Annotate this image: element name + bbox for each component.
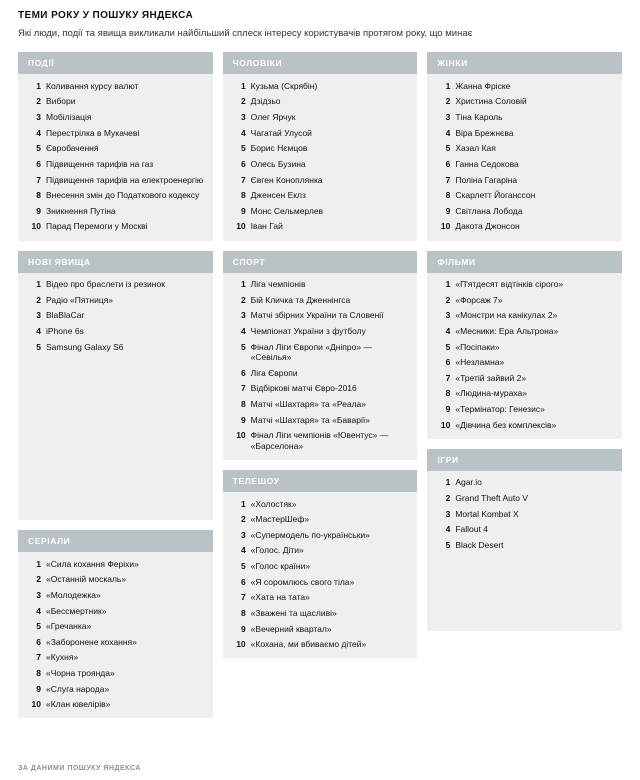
list-item	[231, 188, 410, 204]
item-label: Вибори	[46, 96, 76, 107]
list-item	[435, 370, 614, 386]
list-item	[231, 412, 410, 428]
item-label: Samsung Galaxy S6	[46, 341, 124, 352]
item-rank: 4	[240, 127, 246, 138]
list-item	[435, 78, 614, 94]
list-item	[26, 78, 205, 94]
item-rank: 3	[445, 310, 451, 321]
item-rank: 3	[240, 310, 246, 321]
list-item	[231, 574, 410, 590]
item-label: Борис Нємцов	[250, 143, 308, 154]
list-item	[26, 619, 205, 635]
item-label: «Бессмертник»	[46, 605, 107, 616]
card-body-events	[18, 74, 213, 240]
list-item	[435, 417, 614, 433]
list-item	[26, 323, 205, 339]
list-item	[26, 339, 205, 355]
card-tvshows	[223, 470, 418, 658]
item-rank: 1	[445, 279, 451, 290]
item-rank: 4	[36, 605, 41, 616]
item-label: Парад Перемоги у Москві	[46, 221, 148, 232]
list-item	[231, 527, 410, 543]
item-label: «Дівчина без комплексів»	[455, 419, 557, 430]
item-label: «Слуга народа»	[46, 683, 110, 694]
list-item	[26, 681, 205, 697]
item-label: «Людина-мураха»	[455, 388, 527, 399]
item-rank: 9	[240, 623, 246, 634]
list-item	[231, 605, 410, 621]
list-item	[231, 339, 410, 365]
card-body-series	[18, 552, 213, 718]
item-rank: 3	[240, 112, 246, 123]
item-label: «Незламна»	[455, 357, 505, 368]
item-rank: 10	[31, 221, 41, 232]
list-item	[435, 522, 614, 538]
list-item	[231, 543, 410, 559]
list-item	[435, 292, 614, 308]
card-title-films: ФІЛЬМИ	[437, 256, 476, 267]
item-label: Фінал Ліги Європи «Дніпро» — «Севілья»	[250, 341, 372, 363]
item-rank: 2	[445, 294, 451, 305]
item-rank: 5	[240, 341, 246, 352]
item-label: Фінал Ліги чемпіонів «Ювентус» — «Барселона»	[250, 430, 389, 451]
item-label: «Хата на тата»	[250, 592, 310, 603]
item-label: «Форсаж 7»	[455, 294, 503, 305]
item-label: Тіна Кароль	[455, 112, 503, 123]
item-label: Black Desert	[455, 539, 504, 550]
item-rank: 3	[240, 529, 246, 540]
item-rank: 1	[240, 80, 246, 91]
list-item	[231, 277, 410, 293]
item-label: «Супермодель по-українськи»	[250, 529, 370, 540]
item-rank: 1	[240, 498, 246, 509]
item-rank: 8	[240, 399, 246, 410]
list-item	[231, 637, 410, 653]
item-rank: 5	[240, 561, 246, 572]
item-label: «Гречанка»	[46, 621, 92, 632]
list-item	[231, 428, 410, 454]
item-label: Fallout 4	[455, 524, 488, 535]
cards-grid	[18, 52, 622, 728]
item-rank: 6	[36, 636, 41, 647]
list-item	[26, 650, 205, 666]
item-rank: 9	[36, 683, 41, 694]
item-label: Матчі «Шахтаря» та «Баварії»	[250, 414, 370, 425]
card-header-tvshows	[223, 470, 418, 492]
item-rank: 9	[445, 205, 451, 216]
card-title-women: ЖІНКИ	[437, 58, 468, 69]
item-rank: 1	[36, 558, 41, 569]
item-label: Дженсен Еклз	[250, 190, 306, 201]
item-label: «Кухня»	[46, 652, 79, 663]
item-label: Поліна Гагаріна	[455, 174, 518, 185]
item-label: Підвищення тарифів на газ	[46, 158, 154, 169]
item-rank: 4	[36, 325, 41, 336]
item-rank: 7	[36, 652, 41, 663]
item-label: «Я соромлюсь свого тіла»	[250, 576, 355, 587]
item-rank: 10	[236, 430, 246, 441]
list-item	[26, 125, 205, 141]
item-rank: 8	[240, 607, 246, 618]
item-rank: 6	[240, 158, 246, 169]
card-title-games: ІГРИ	[437, 454, 459, 465]
item-label: «Кохана, ми вбиваємо дітей»	[250, 639, 367, 650]
item-rank: 6	[445, 357, 451, 368]
card-header-games	[427, 449, 622, 471]
list-item	[435, 355, 614, 371]
empty-filler	[435, 553, 614, 626]
card-header-new-phenomena	[18, 251, 213, 273]
item-rank: 10	[236, 639, 246, 650]
card-body-new-phenomena	[18, 273, 213, 521]
list-item	[231, 397, 410, 413]
item-label: Радіо «Пятниця»	[46, 294, 114, 305]
item-label: Матчі «Шахтаря» та «Реала»	[250, 399, 366, 410]
card-title-events: ПОДІЇ	[28, 58, 55, 69]
item-label: «МастерШеф»	[250, 514, 310, 525]
list-item	[231, 308, 410, 324]
item-label: Чагатай Улусой	[250, 127, 312, 138]
list-item	[26, 292, 205, 308]
card-men	[223, 52, 418, 240]
item-rank: 4	[445, 524, 451, 535]
item-rank: 2	[445, 492, 451, 503]
item-rank: 1	[36, 279, 41, 290]
item-label: Скарлетт Йоганссон	[455, 190, 536, 201]
item-rank: 8	[445, 388, 451, 399]
item-rank: 7	[240, 383, 246, 394]
card-body-films	[427, 273, 622, 439]
list-item	[26, 94, 205, 110]
card-header-sport	[223, 251, 418, 273]
card-body-women	[427, 74, 622, 240]
item-label: «Сила кохання Феріхи»	[46, 558, 139, 569]
item-label: BlaBlaCar	[46, 310, 85, 321]
item-rank: 1	[36, 80, 41, 91]
item-label: Мобілізація	[46, 112, 92, 123]
list-item	[435, 402, 614, 418]
list-item	[26, 110, 205, 126]
card-new-phenomena	[18, 251, 213, 521]
list-item	[231, 156, 410, 172]
item-label: Христина Соловій	[455, 96, 527, 107]
list-item	[231, 172, 410, 188]
card-header-series	[18, 530, 213, 552]
item-rank: 2	[36, 96, 41, 107]
list-item	[26, 219, 205, 235]
list-item	[435, 141, 614, 157]
card-events	[18, 52, 213, 240]
list-item	[231, 323, 410, 339]
list-item	[26, 556, 205, 572]
item-rank: 4	[445, 325, 451, 336]
item-rank: 1	[445, 80, 451, 91]
list-item	[231, 78, 410, 94]
list-item	[26, 308, 205, 324]
item-rank: 3	[445, 112, 451, 123]
item-rank: 10	[440, 419, 451, 430]
item-rank: 9	[240, 414, 246, 425]
item-rank: 8	[36, 668, 41, 679]
list-item	[231, 125, 410, 141]
item-label: «Холостяк»	[250, 498, 297, 509]
item-label: Grand Theft Auto V	[455, 492, 528, 503]
card-women	[427, 52, 622, 240]
item-label: Відбіркові матчі Євро-2016	[250, 383, 357, 394]
card-body-sport	[223, 273, 418, 461]
list-item	[26, 697, 205, 713]
list-item	[435, 308, 614, 324]
item-rank: 5	[445, 143, 451, 154]
card-series	[18, 530, 213, 718]
item-rank: 6	[445, 158, 451, 169]
item-rank: 3	[36, 310, 41, 321]
item-rank: 2	[240, 294, 246, 305]
list-item	[231, 94, 410, 110]
item-label: Світлана Лобода	[455, 205, 523, 216]
list-item	[435, 219, 614, 235]
item-label: «Клан ювелірів»	[46, 699, 111, 710]
item-rank: 2	[240, 514, 246, 525]
item-label: Хазал Кая	[455, 143, 496, 154]
item-rank: 7	[240, 174, 246, 185]
item-rank: 4	[445, 127, 451, 138]
card-header-men	[223, 52, 418, 74]
list-item	[26, 634, 205, 650]
list-item	[231, 496, 410, 512]
item-rank: 7	[240, 592, 246, 603]
card-title-new-phenomena: НОВІ ЯВИЩА	[28, 256, 91, 267]
item-label: Зникнення Путіна	[46, 205, 116, 216]
item-rank: 6	[240, 576, 246, 587]
item-rank: 4	[240, 545, 246, 556]
item-rank: 8	[445, 190, 451, 201]
item-label: «Останній москаль»	[46, 574, 127, 585]
list-item	[26, 156, 205, 172]
item-rank: 1	[445, 477, 451, 488]
item-label: Відео про браслети із резинок	[46, 279, 165, 290]
item-label: Ганна Седокова	[455, 158, 519, 169]
card-films	[427, 251, 622, 439]
list-item	[26, 141, 205, 157]
list-item	[435, 386, 614, 402]
item-label: iPhone 6s	[46, 325, 84, 336]
list-item	[231, 110, 410, 126]
list-item	[26, 587, 205, 603]
item-label: «Месники: Ера Альтрона»	[455, 325, 559, 336]
item-label: «П'ятдесят відтінків сірого»	[455, 279, 564, 290]
list-item	[26, 203, 205, 219]
list-item	[231, 292, 410, 308]
column-3	[427, 52, 622, 728]
item-rank: 5	[36, 621, 41, 632]
item-label: Євробачення	[46, 143, 99, 154]
list-item	[435, 537, 614, 553]
item-label: Віра Брежнєва	[455, 127, 514, 138]
item-label: Ліга чемпіонів	[250, 279, 306, 290]
item-rank: 8	[240, 190, 246, 201]
list-item	[435, 490, 614, 506]
item-rank: 10	[440, 221, 451, 232]
item-rank: 4	[240, 325, 246, 336]
item-label: Олег Ярчук	[250, 112, 296, 123]
item-rank: 2	[36, 294, 41, 305]
item-rank: 3	[36, 112, 41, 123]
list-item	[435, 277, 614, 293]
item-label: Бій Кличка та Дженнінгса	[250, 294, 351, 305]
item-label: Жанна Фріске	[455, 80, 511, 91]
list-item	[26, 666, 205, 682]
card-games	[427, 449, 622, 632]
item-label: Іван Гай	[250, 221, 283, 232]
item-label: Євген Коноплянка	[250, 174, 323, 185]
card-title-tvshows: ТЕЛЕШОУ	[232, 476, 280, 487]
page-subtitle: Які люди, події та явища викликали найбільший сплеск інтересу користувачів протягом року, що минає	[18, 28, 473, 39]
list-item	[231, 381, 410, 397]
empty-filler	[26, 355, 205, 515]
card-title-men: ЧОЛОВІКИ	[232, 58, 283, 69]
card-header-events	[18, 52, 213, 74]
item-rank: 7	[445, 174, 451, 185]
list-item	[231, 590, 410, 606]
item-label: Agar.io	[455, 477, 482, 488]
list-item	[435, 172, 614, 188]
card-body-games	[427, 471, 622, 632]
item-label: Mortal Kombat X	[455, 508, 519, 519]
card-title-series: СЕРІАЛИ	[28, 536, 71, 547]
list-item	[26, 172, 205, 188]
list-item	[435, 323, 614, 339]
item-rank: 6	[36, 158, 41, 169]
item-rank: 5	[445, 341, 451, 352]
item-label: «Чорна троянда»	[46, 668, 115, 679]
item-label: Ліга Європи	[250, 367, 298, 378]
page-title: ТЕМИ РОКУ У ПОШУКУ ЯНДЕКСА	[18, 10, 194, 21]
list-item	[435, 506, 614, 522]
card-header-women	[427, 52, 622, 74]
card-title-sport: СПОРТ	[232, 256, 266, 267]
item-rank: 9	[240, 205, 246, 216]
item-label: Кузьма (Скрябін)	[250, 80, 318, 91]
item-rank: 10	[31, 699, 41, 710]
item-label: Перестрілка в Мукачеві	[46, 127, 140, 138]
item-rank: 1	[240, 279, 246, 290]
list-item	[26, 188, 205, 204]
column-2	[223, 52, 418, 728]
item-label: «Третій зайвий 2»	[455, 372, 527, 383]
item-label: Чемпіонат України з футболу	[250, 325, 366, 336]
item-label: Підвищення тарифів на електроенергію	[46, 174, 204, 185]
item-label: «Вечерний квартал»	[250, 623, 332, 634]
item-rank: 5	[36, 143, 41, 154]
item-label: «Заборонене кохання»	[46, 636, 137, 647]
list-item	[26, 603, 205, 619]
list-item	[435, 156, 614, 172]
item-label: «Термінатор: Генезис»	[455, 404, 545, 415]
list-item	[435, 188, 614, 204]
item-rank: 5	[240, 143, 246, 154]
item-rank: 10	[236, 221, 246, 232]
item-rank: 2	[36, 574, 41, 585]
item-label: Монс Сельмерлев	[250, 205, 324, 216]
item-rank: 2	[445, 96, 451, 107]
item-label: Внесення змін до Податкового кодексу	[46, 190, 200, 201]
item-label: Дзідзьо	[250, 96, 281, 107]
list-item	[26, 572, 205, 588]
item-rank: 9	[445, 404, 451, 415]
list-item	[231, 203, 410, 219]
list-item	[231, 559, 410, 575]
item-rank: 3	[445, 508, 451, 519]
item-rank: 5	[36, 341, 41, 352]
item-rank: 8	[36, 190, 41, 201]
item-rank: 7	[445, 372, 451, 383]
item-label: «Монстри на канікулах 2»	[455, 310, 558, 321]
list-item	[26, 277, 205, 293]
item-rank: 6	[240, 367, 246, 378]
list-item	[435, 339, 614, 355]
list-item	[231, 621, 410, 637]
item-rank: 3	[36, 589, 41, 600]
card-body-tvshows	[223, 492, 418, 658]
list-item	[435, 110, 614, 126]
item-label: Матчі збірних України та Словенії	[250, 310, 384, 321]
item-rank: 4	[36, 127, 41, 138]
card-body-men	[223, 74, 418, 240]
item-label: Олесь Бузина	[250, 158, 306, 169]
list-item	[435, 125, 614, 141]
card-header-films	[427, 251, 622, 273]
item-rank: 2	[240, 96, 246, 107]
list-item	[231, 219, 410, 235]
item-label: «Голос країни»	[250, 561, 311, 572]
card-sport	[223, 251, 418, 461]
list-item	[435, 203, 614, 219]
item-rank: 7	[36, 174, 41, 185]
item-rank: 9	[36, 205, 41, 216]
item-rank: 5	[445, 539, 451, 550]
item-label: Дакота Джонсон	[455, 221, 520, 232]
item-label: «Молодежка»	[46, 589, 101, 600]
item-label: «Голос. Діти»	[250, 545, 304, 556]
item-label: Коливання курсу валют	[46, 80, 139, 91]
list-item	[435, 475, 614, 491]
list-item	[435, 94, 614, 110]
list-item	[231, 512, 410, 528]
list-item	[231, 365, 410, 381]
footer-source: ЗА ДАНИМИ ПОШУКУ ЯНДЕКСА	[18, 765, 141, 772]
item-label: «Посіпаки»	[455, 341, 500, 352]
item-label: «Зважені та щасливі»	[250, 607, 337, 618]
column-1	[18, 52, 213, 728]
list-item	[231, 141, 410, 157]
